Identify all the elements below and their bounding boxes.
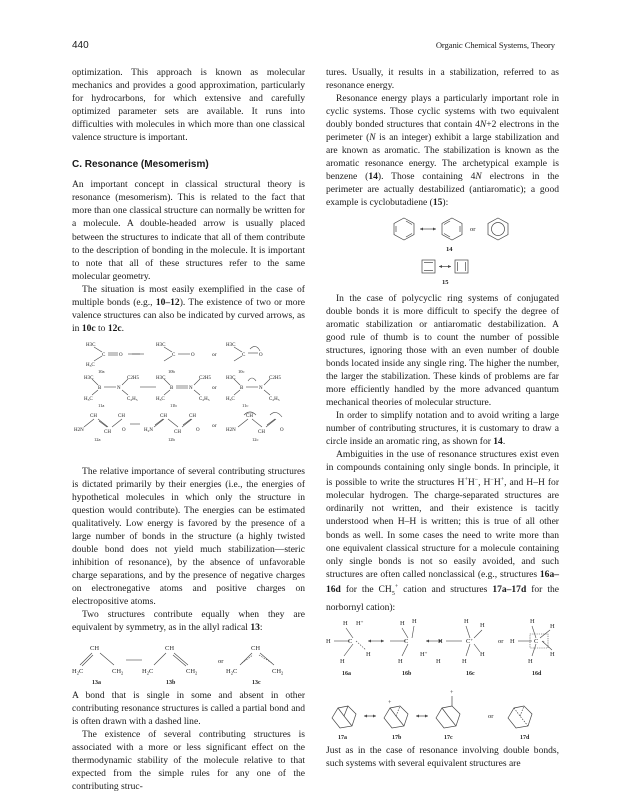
atom-label: CH <box>189 413 196 419</box>
atom-label: H+ <box>356 618 364 627</box>
atom-label: C <box>102 352 106 358</box>
atom-label: N <box>189 385 193 391</box>
paragraph: In the case of polycyclic ring systems of conjugated double bonds it is more difficult to specify the degree of aromatic stabilization or antiaromatic destabilization. A good rule of thumb is to count the number of possible structures, ignoring those with an even number of double bonds located inside any single ring. The higher the number, the larger the stabilization. These kinds of problems are far more efficiently handled by the more advanced quantum mechanical theories of molecular structure. <box>326 292 559 408</box>
atom-label: $H_2C$ <box>226 667 238 675</box>
atom-label: C+ <box>466 636 473 645</box>
atom-label: H <box>326 637 331 645</box>
atom-label: H <box>400 619 405 627</box>
figure-14-15 <box>326 210 559 292</box>
atom-label: N <box>117 385 121 391</box>
atom-label: C <box>404 637 409 645</box>
left-column <box>72 66 305 793</box>
paragraph: Just as in the case of resonance involving double bonds, such systems with several equivalent structures are <box>326 744 559 769</box>
atom-label: H <box>366 650 371 658</box>
atom-label: H2N <box>74 427 84 433</box>
right-column <box>326 66 559 770</box>
paragraph: An important concept in classical structural theory is resonance (mesomerism). This is related to the fact that more than one classical structure can normally be written for a molecule. A double-headed arrow is usually placed between the structures to indicate that all of them contribute to the description of bonding in the molecule. It is important to note that all of these structures refer to the same molecular geometry. <box>72 179 305 282</box>
atom-label: CH <box>246 413 253 419</box>
atom-label: $H_2C$ <box>72 667 84 675</box>
running-title: Organic Chemical Systems, Theory <box>435 40 555 50</box>
paragraph: A bond that is single in some and absent in other contributing resonance structures is called a partial bond and is often drawn with a dashed line. <box>72 689 305 727</box>
paragraph: optimization. This approach is known as molecular mechanics and provides a good approximation, particularly for hydrocarbons, for which extensive and carefully optimized parameter sets are available. It runs into difficulties with molecules in which more than one classical valence structure is important. <box>72 67 305 144</box>
atom-label: $C_2H_5$ <box>199 396 210 402</box>
atom-label: C <box>348 637 353 645</box>
compound-label: 17c <box>444 734 453 741</box>
atom-label: H <box>436 657 441 665</box>
compound-label: 17b <box>392 734 402 741</box>
or-label: or <box>212 351 217 358</box>
atom-label: H <box>438 637 443 645</box>
atom-label: O <box>259 352 263 358</box>
or-label: or <box>488 712 494 720</box>
atom-label: H3C <box>156 342 166 348</box>
atom-label: H+ <box>420 649 428 658</box>
compound-label: 10c <box>238 368 245 374</box>
compound-label: 12a <box>94 436 101 442</box>
atom-label: O <box>122 427 126 433</box>
atom-label: H3C <box>86 342 96 348</box>
atom-label: CH <box>174 429 181 435</box>
atom-label: CH <box>90 644 100 652</box>
atom-label: CH <box>90 413 97 419</box>
or-label: or <box>218 657 224 665</box>
paragraph: The existence of several contributing structures is associated with a more or less significant effect on the thermodynamic stability of the molecule relative to that expected from the simple rules for any one of the contributing struc- <box>72 728 305 792</box>
compound-label: 16d <box>532 670 542 677</box>
figure-13 <box>72 635 305 689</box>
atom-label: H <box>530 617 535 625</box>
compound-label: 13b <box>166 679 176 686</box>
atom-label: H <box>550 622 555 630</box>
atom-label: H <box>480 650 485 658</box>
compound-label: 14 <box>446 245 453 253</box>
page-number: 440 <box>72 40 89 51</box>
atom-label: CH <box>251 644 261 652</box>
atom-label: H <box>412 617 417 625</box>
atom-label: H <box>480 621 485 629</box>
atom-label: H <box>510 637 515 645</box>
atom-label: C <box>172 352 176 358</box>
atom-label: CH <box>258 429 265 435</box>
paragraph: The relative importance of several contributing structures is dictated primarily by their energies (i.e., the energies of hypothetical molecules in which only the structure in question would contribute). The energies can be estimated qualitatively. Low energy is favored by the presence of a large number of bonds in the structure (a highly twisted double bond does not yield much stabilization—steric inhibition of resonance), by the absence of unfavorable charge separations, and by the presence of negative charges on electronegative atoms and positive charges on electropositive atoms. <box>72 465 305 608</box>
atom-label: C <box>242 352 246 358</box>
compound-label: 10a <box>98 368 105 374</box>
atom-label: C2H5 <box>269 375 281 381</box>
atom-label: H2N <box>226 427 236 433</box>
or-label: or <box>470 225 476 233</box>
atom-label: $CH_2$ <box>272 667 284 675</box>
atom-label: C2H5 <box>199 375 211 381</box>
charge-label: + <box>388 699 392 706</box>
section-heading: C. Resonance (Mesomerism) <box>72 159 209 171</box>
compound-label: 16a <box>342 670 351 677</box>
or-label: or <box>212 384 217 391</box>
atom-label: B <box>170 385 174 391</box>
atom-label: $H_2C$ <box>142 667 154 675</box>
or-label: or <box>498 637 504 645</box>
compound-label: 11c <box>242 402 249 408</box>
atom-label: CH <box>165 644 175 652</box>
atom-label: CH <box>118 413 125 419</box>
atom-label: C2H5 <box>127 375 139 381</box>
atom-label: $H_3C$ <box>86 362 95 368</box>
atom-label: $CH_2$ <box>186 667 198 675</box>
atom-label: CH <box>104 429 111 435</box>
atom-label: H3C <box>226 342 236 348</box>
atom-label: $H_3C$ <box>156 396 165 402</box>
atom-label: N <box>259 385 263 391</box>
paragraph: The situation is most easily exemplified in the case of multiple bonds (e.g., 10–12). The existence of two or more valence structures can also be indicated by curved arrows, as in 10c to 12c. <box>72 283 305 334</box>
compound-label: 12c <box>252 436 259 442</box>
atom-label: H <box>528 657 533 665</box>
atom-label: $H_3C$ <box>226 396 235 402</box>
paragraph: Two structures contribute equally when they are equivalent by symmetry, as in the allyl radical 13: <box>72 609 305 634</box>
atom-label: $C_2H_5$ <box>127 396 138 402</box>
atom-label: H <box>340 657 345 665</box>
atom-label: H3C <box>84 375 94 381</box>
atom-label: H <box>343 619 348 627</box>
paragraph: In order to simplify notation and to avoid writing a large number of contributing structures, it is customary to draw a circle inside an aromatic ring, as shown for 14. <box>326 409 559 448</box>
atom-label: $CH_2$ <box>112 667 124 675</box>
atom-label: CH <box>160 413 167 419</box>
compound-label: 12b <box>168 436 175 442</box>
figure-16 <box>326 614 559 684</box>
paragraph: Ambiguities in the use of resonance structures exist even in compounds containing only single bonds. In principle, it is possible to write the structures H+H−, H−H+, and H–H for molecular hydrogen. The charge-separated structures are ordinarily not written, and their existence is tacitly understood when H–H is written; this is true of all other bonds as well. In some cases the need to write more than one equivalent classical structure for a molecule containing only single bonds is not so easily avoided, and such structures are often called nonclassical (e.g., structures 16a–16d for the $CH_5^+$ cation and structures 17a–17d for the norbornyl cation): <box>326 449 560 613</box>
atom-label: H3C <box>226 375 236 381</box>
atom-label: H <box>462 657 467 665</box>
compound-label: 11a <box>98 402 105 408</box>
compound-label: 16c <box>466 670 475 677</box>
atom-label: H <box>464 617 469 625</box>
atom-label: H <box>398 657 403 665</box>
paragraph: Resonance energy plays a particularly important role in cyclic systems. Those cyclic systems with two equivalent doubly bonded structures that contain 4N+2 electrons in the perimeter (N is an integer) exhibit a large stabilization and are known as aromatic. The stabilization is known as the aromatic resonance energy. The archetypical example is benzene (14). Those containing 4N electrons in the perimeter are actually destabilized (antiaromatic); a good example is cyclobutadiene (15): <box>326 93 560 209</box>
atom-label: O <box>191 352 195 358</box>
compound-label: 17d <box>520 734 530 741</box>
charge-label: + <box>450 689 454 696</box>
atom-label: O <box>280 427 284 433</box>
compound-label: 13a <box>92 679 101 686</box>
atom-label: H <box>550 650 555 658</box>
atom-label: + <box>542 638 545 644</box>
paragraph: tures. Usually, it results in a stabilization, referred to as resonance energy. <box>326 67 559 92</box>
compound-label: 10b <box>168 368 175 374</box>
compound-label: 11b <box>170 402 177 408</box>
atom-label: H3C <box>156 375 166 381</box>
atom-label: $C_2H_5$ <box>269 396 280 402</box>
atom-label: B <box>98 385 102 391</box>
atom-label: C <box>534 637 539 645</box>
or-label: or <box>212 422 217 429</box>
figure-17 <box>326 684 559 744</box>
figure-10-12 <box>72 335 305 465</box>
atom-label: $H_2N$ <box>144 427 153 433</box>
compound-label: 15 <box>442 278 449 286</box>
compound-label: 13c <box>252 679 261 686</box>
atom-label: O <box>196 427 200 433</box>
compound-label: 16b <box>402 670 412 677</box>
atom-label: B <box>240 385 244 391</box>
atom-label: $H_3C$ <box>84 396 93 402</box>
atom-label: O <box>119 352 123 358</box>
compound-label: 17a <box>338 734 347 741</box>
